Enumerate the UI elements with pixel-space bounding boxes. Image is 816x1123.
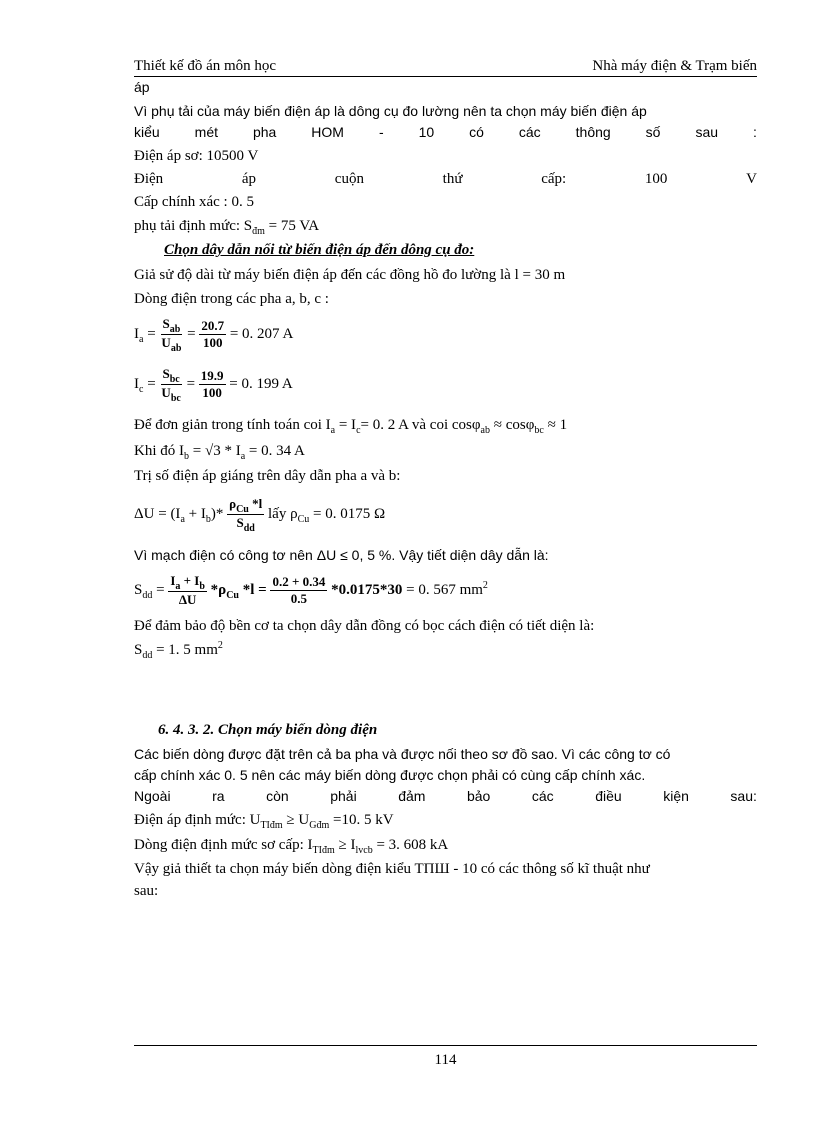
subsection-heading: Chọn dây dẫn nối từ biến điện áp đến dông cụ đo: <box>164 242 475 258</box>
text-line: $S_{dd} = 1$. 5 $mm^2$ <box>134 640 223 661</box>
text-line: áp <box>134 79 150 95</box>
text-line: sau: <box>134 883 159 899</box>
footer-rule <box>134 1045 757 1046</box>
text-line: Dòng điện trong các pha a, b, c : <box>134 291 329 307</box>
text-line: Khi đó $I_b = √3 * I_a = 0$. 34 A <box>134 443 305 462</box>
text-line: Điện áp sơ: 10500 V <box>134 148 259 164</box>
text-line: Để đảm bảo độ bền cơ ta chọn dây dẫn đồng có bọc cách điện có tiết diện là: <box>134 618 595 634</box>
text-line: phụ tải định mức: $S_{đm} = 75$ VA <box>134 218 320 237</box>
text-line: Giả sử độ dài từ máy biến điện áp đến các đồng hồ đo lường là l = 30 m <box>134 267 566 283</box>
text-line: Trị số điện áp giáng trên dây dẫn pha a và b: <box>134 468 401 484</box>
text-line: Vì mạch điện có công tơ nên ΔU ≤ 0, 5 %. Vậy tiết diện dây dẫn là: <box>134 547 549 563</box>
text-line: Điện áp định mức: $U_{TIđm} \ge U_{Gđm} =10$. 5 kV <box>134 812 394 831</box>
text-line: Dòng điện định mức sơ cấp: $I_{TIđm} \ge I_{lvcb} = 3$. 608 kA <box>134 837 449 856</box>
text-line: kiểu mét pha HOM - 10 có các thông số sau : <box>134 124 757 140</box>
text-line: Điện áp cuộn thứ cấp: 100 V <box>134 171 757 187</box>
text-line: cấp chính xác 0. 5 nên các máy biến dòng được chọn phải có cùng cấp chính xác. <box>134 767 646 783</box>
formula-sdd: $S_{dd}$ = $\frac{I_a + I_b}{\Delta U}$ $*\rho_{Cu}$ *l = $\frac{0.2 + 0.34}{0.5}$ *0.0175*30 = 0. 567 $mm^2$ <box>134 573 488 608</box>
formula-ic: $I_c$ = $\frac{S_{bc}}{U_{bc}}$ = $\frac{19.9}{100}$ = 0. 199 A <box>134 366 293 405</box>
text-line: Vậy giả thiết ta chọn máy biến dòng điện kiểu TПШ - 10 có các thông số kĩ thuật như <box>134 861 650 877</box>
section-heading: 6. 4. 3. 2. Chọn máy biến dòng điện <box>158 722 378 738</box>
header-right: Nhà máy điện & Trạm biến <box>592 58 757 74</box>
formula-ia: $I_a$ = $\frac{S_{ab}}{U_{ab}}$ = $\frac{20.7}{100}$ = 0. 207 A <box>134 316 294 355</box>
header-left: Thiết kế đồ án môn học <box>134 58 277 74</box>
text-line: Các biến dòng được đặt trên cả ba pha và được nối theo sơ đồ sao. Vì các công tơ có <box>134 746 671 762</box>
page-number: 114 <box>434 1052 457 1068</box>
text-line: Cấp chính xác : 0. 5 <box>134 194 254 210</box>
text-line: Để đơn giản trong tính toán coi $I_a = I_c= 0$. 2 A và coi cosφ$_{ab}$ ≈ cosφ$_{bc}$ ≈ 1 <box>134 417 568 436</box>
formula-du: $\Delta U = (I_a + I_b)*$ $\frac{\rho_{Cu} *l}{S_{dd}}$ lấy $\rho_{Cu} = 0$. 0175 Ω <box>134 496 386 535</box>
text-line: Vì phụ tải của máy biến điện áp là dông cụ đo lường nên ta chọn máy biến điện áp <box>134 103 647 119</box>
text-line: Ngoài ra còn phải đảm bảo các điều kiện sau: <box>134 788 757 804</box>
header-rule <box>134 76 757 77</box>
document-page <box>134 0 757 1123</box>
